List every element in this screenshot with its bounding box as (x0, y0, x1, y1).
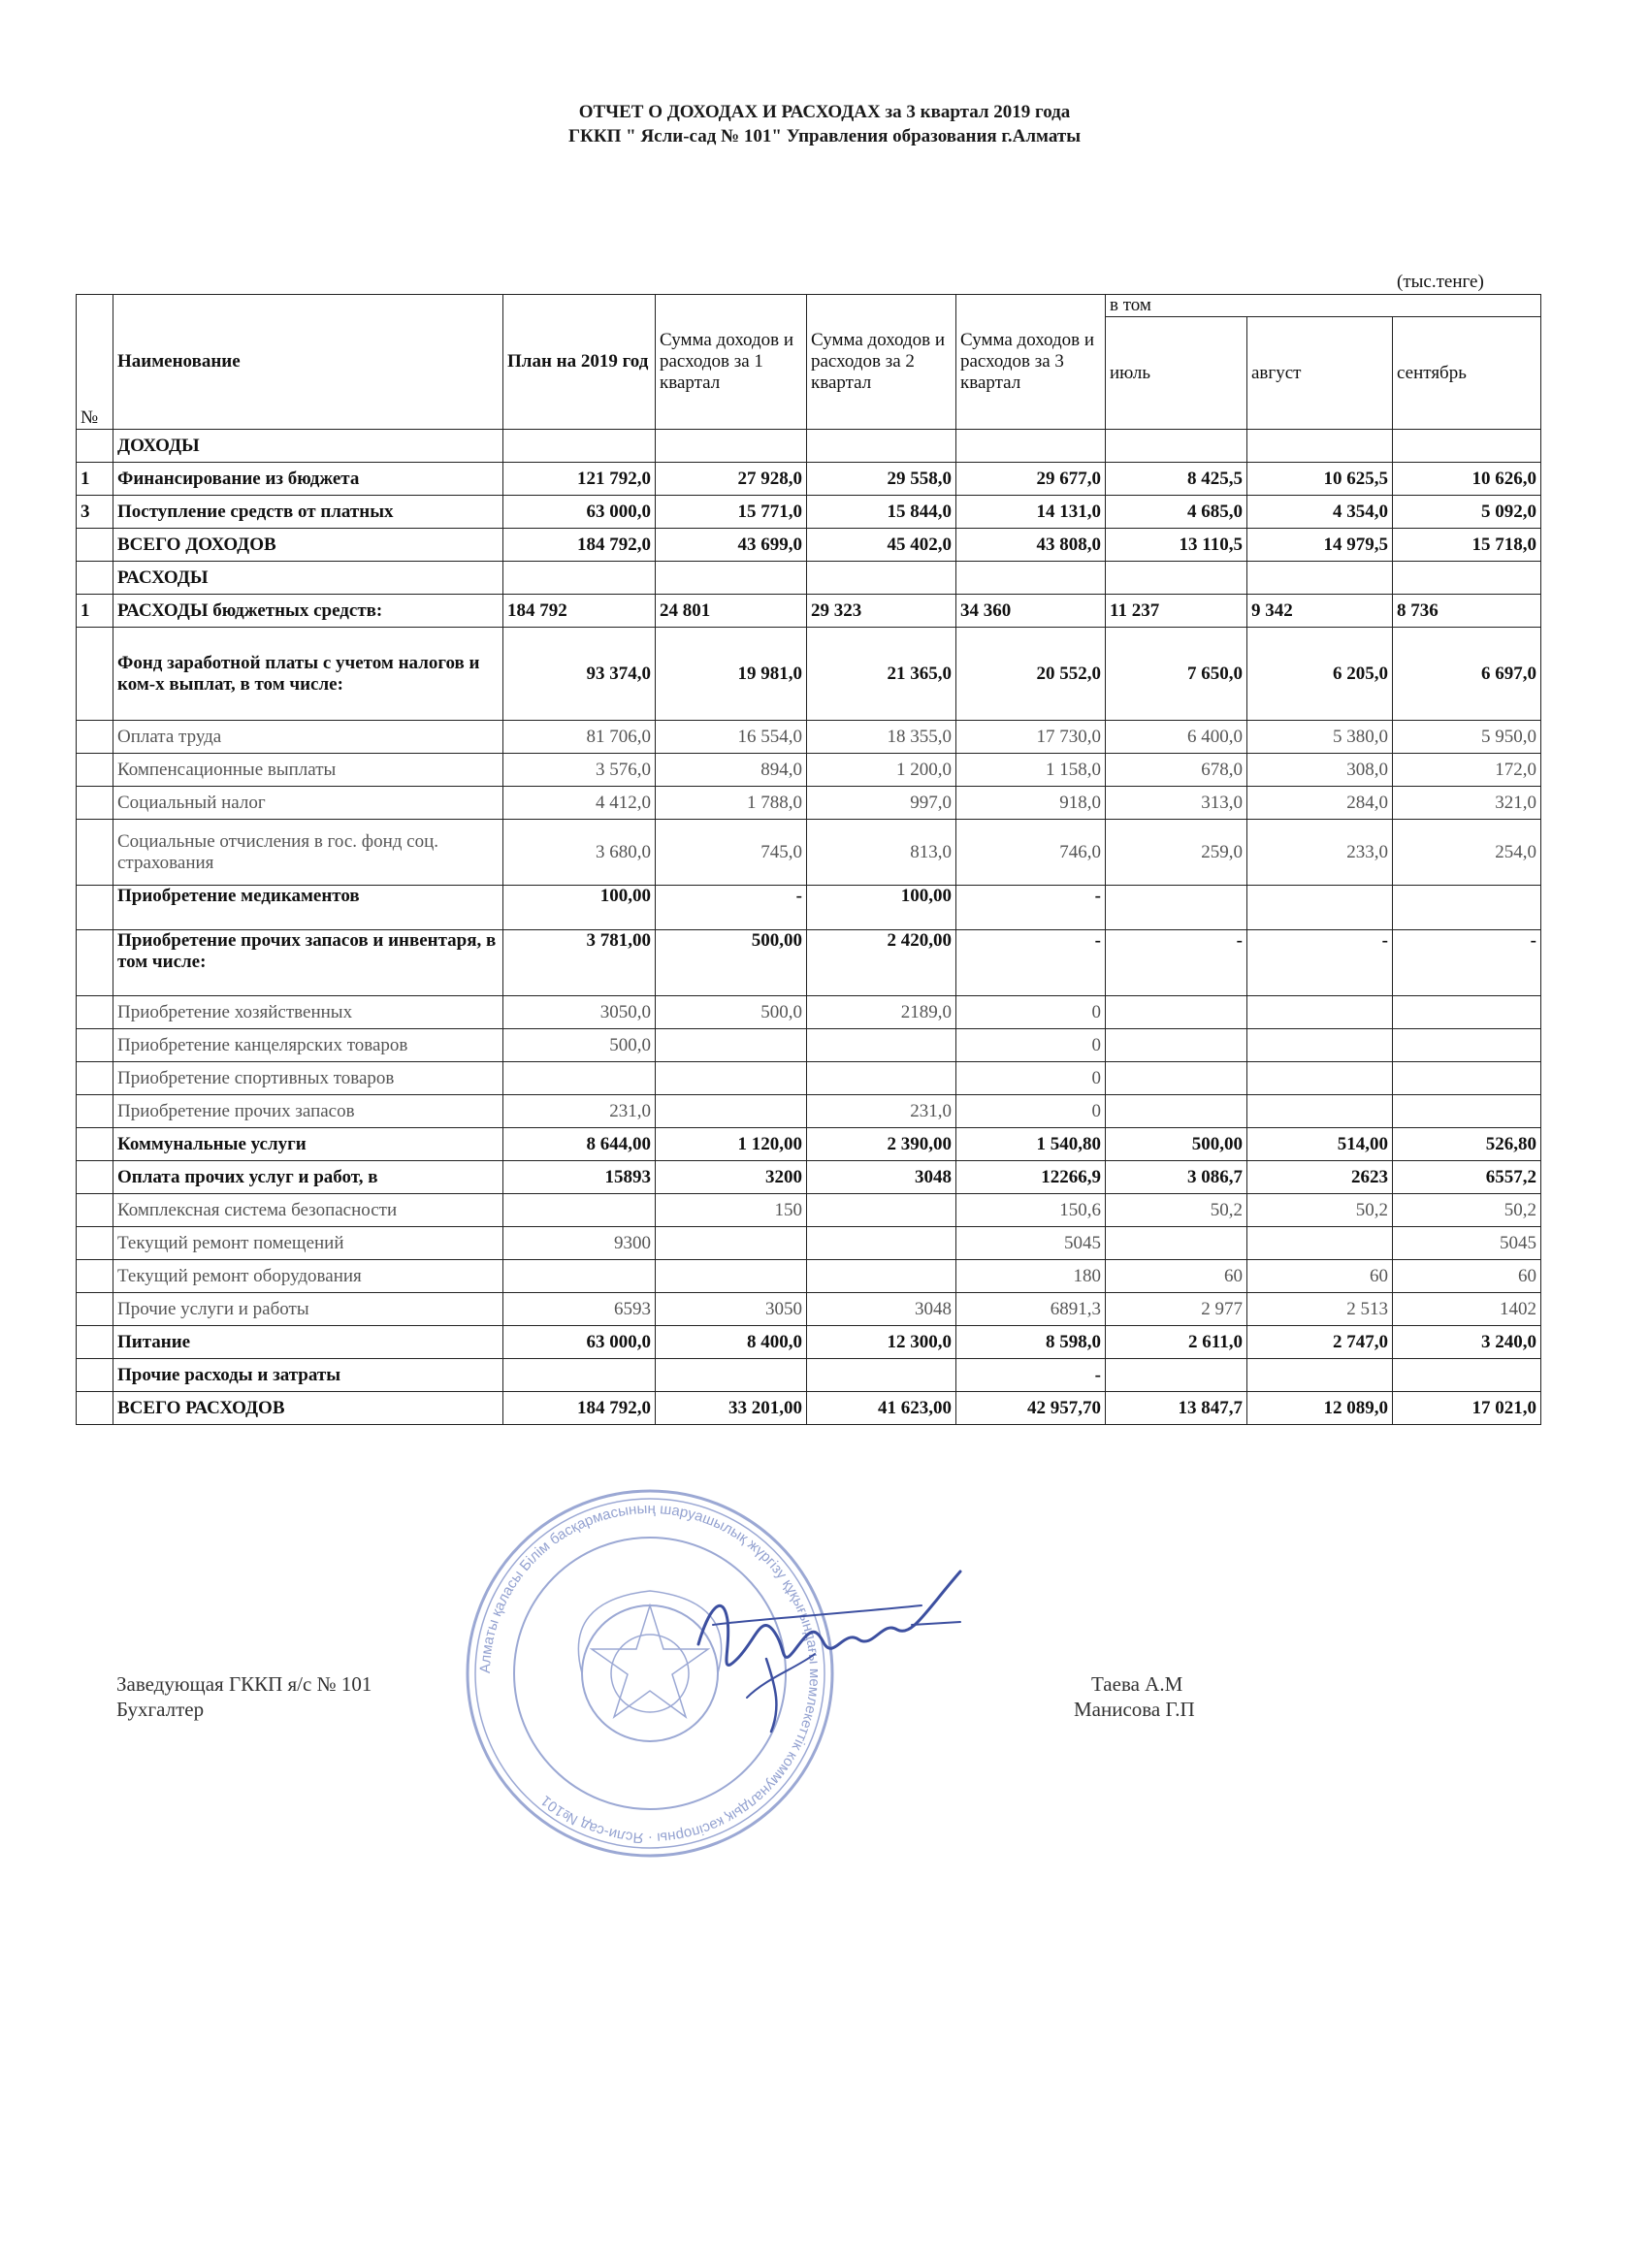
header-row-top (77, 295, 1541, 317)
cell-q1: 745,0 (656, 820, 807, 886)
cell-sep: 6 697,0 (1393, 628, 1541, 721)
cell-q3: - (956, 1359, 1106, 1392)
cell-plan (503, 1359, 656, 1392)
table-row (77, 1095, 1541, 1128)
cell-name: ВСЕГО РАСХОДОВ (113, 1392, 503, 1425)
cell-q2 (807, 562, 956, 595)
cell-q3: 20 552,0 (956, 628, 1106, 721)
cell-jul: 3 086,7 (1106, 1161, 1247, 1194)
cell-sep: 8 736 (1393, 595, 1541, 628)
signatory-name-director: Таева А.М (1091, 1672, 1183, 1696)
cell-num (77, 1227, 113, 1260)
cell-name: Фонд заработной платы с учетом налогов и ком-х выплат, в том числе: (113, 628, 503, 721)
cell-sep: 60 (1393, 1260, 1541, 1293)
cell-name: Приобретение прочих запасов (113, 1095, 503, 1128)
cell-jul (1106, 430, 1247, 463)
cell-sep: 321,0 (1393, 787, 1541, 820)
cell-sep (1393, 886, 1541, 930)
title-line-1: ОТЧЕТ О ДОХОДАХ И РАСХОДАХ за 3 квартал 2019 года (578, 102, 1071, 122)
table-row (77, 1326, 1541, 1359)
cell-num (77, 1326, 113, 1359)
cell-q2 (807, 1194, 956, 1227)
cell-sep: 3 240,0 (1393, 1326, 1541, 1359)
units-label: (тыс.тенге) (1397, 272, 1484, 292)
cell-num (77, 1392, 113, 1425)
cell-name: Приобретение канцелярских товаров (113, 1029, 503, 1062)
cell-num (77, 1194, 113, 1227)
cell-aug: 6 205,0 (1247, 628, 1393, 721)
cell-jul: 11 237 (1106, 595, 1247, 628)
cell-jul: 6 400,0 (1106, 721, 1247, 754)
table-row (77, 930, 1541, 996)
cell-q3: 14 131,0 (956, 496, 1106, 529)
cell-name: РАСХОДЫ бюджетных средств: (113, 595, 503, 628)
cell-q2: 15 844,0 (807, 496, 956, 529)
cell-num (77, 754, 113, 787)
cell-jul (1106, 1062, 1247, 1095)
cell-q3 (956, 430, 1106, 463)
cell-num (77, 1293, 113, 1326)
cell-q2: 3048 (807, 1293, 956, 1326)
cell-name: Приобретение спортивных товаров (113, 1062, 503, 1095)
cell-plan: 184 792 (503, 595, 656, 628)
cell-jul: 500,00 (1106, 1128, 1247, 1161)
table-row (77, 787, 1541, 820)
cell-jul (1106, 562, 1247, 595)
cell-sep (1393, 1029, 1541, 1062)
cell-sep: 6557,2 (1393, 1161, 1541, 1194)
cell-plan: 63 000,0 (503, 496, 656, 529)
cell-plan: 63 000,0 (503, 1326, 656, 1359)
table-row (77, 1260, 1541, 1293)
cell-sep (1393, 562, 1541, 595)
cell-plan: 15893 (503, 1161, 656, 1194)
cell-name: Питание (113, 1326, 503, 1359)
cell-q1: 500,00 (656, 930, 807, 996)
col-header-plan: План на 2019 год (503, 295, 656, 430)
cell-q2: 29 323 (807, 595, 956, 628)
cell-num (77, 886, 113, 930)
cell-q1 (656, 1227, 807, 1260)
cell-aug (1247, 1227, 1393, 1260)
cell-q3: 918,0 (956, 787, 1106, 820)
cell-plan: 184 792,0 (503, 529, 656, 562)
cell-aug (1247, 1359, 1393, 1392)
cell-name: Оплата прочих услуг и работ, в (113, 1161, 503, 1194)
cell-q1: 19 981,0 (656, 628, 807, 721)
cell-sep: 5 092,0 (1393, 496, 1541, 529)
cell-aug: 9 342 (1247, 595, 1393, 628)
cell-q2: 997,0 (807, 787, 956, 820)
table-row (77, 1392, 1541, 1425)
cell-name: Текущий ремонт оборудования (113, 1260, 503, 1293)
cell-sep: 526,80 (1393, 1128, 1541, 1161)
cell-plan (503, 1194, 656, 1227)
cell-sep (1393, 1095, 1541, 1128)
cell-aug: 14 979,5 (1247, 529, 1393, 562)
table-row (77, 1161, 1541, 1194)
cell-name: Приобретение хозяйственных (113, 996, 503, 1029)
table-row (77, 430, 1541, 463)
cell-name: Коммунальные услуги (113, 1128, 503, 1161)
cell-aug (1247, 562, 1393, 595)
cell-q3: 1 158,0 (956, 754, 1106, 787)
cell-plan: 100,00 (503, 886, 656, 930)
table-row (77, 721, 1541, 754)
cell-aug: 4 354,0 (1247, 496, 1393, 529)
cell-name: Финансирование из бюджета (113, 463, 503, 496)
cell-q1 (656, 1062, 807, 1095)
cell-q1: 24 801 (656, 595, 807, 628)
col-header-q2: Сумма доходов и расходов за 2 квартал (807, 295, 956, 430)
cell-name: ВСЕГО ДОХОДОВ (113, 529, 503, 562)
cell-q1: 8 400,0 (656, 1326, 807, 1359)
cell-q2: 100,00 (807, 886, 956, 930)
cell-name: Оплата труда (113, 721, 503, 754)
cell-aug: 10 625,5 (1247, 463, 1393, 496)
cell-q2: 18 355,0 (807, 721, 956, 754)
cell-q2 (807, 1359, 956, 1392)
cell-q1: 3200 (656, 1161, 807, 1194)
col-header-num: № (77, 295, 113, 430)
cell-name: Поступление средств от платных (113, 496, 503, 529)
cell-num (77, 628, 113, 721)
cell-aug: 2623 (1247, 1161, 1393, 1194)
cell-plan: 121 792,0 (503, 463, 656, 496)
signatory-title-director: Заведующая ГККП я/с № 101 (116, 1672, 372, 1696)
cell-plan: 9300 (503, 1227, 656, 1260)
cell-q2: 813,0 (807, 820, 956, 886)
cell-num (77, 1260, 113, 1293)
cell-q1: 500,0 (656, 996, 807, 1029)
table-row (77, 496, 1541, 529)
cell-plan: 81 706,0 (503, 721, 656, 754)
cell-num (77, 1128, 113, 1161)
cell-num: 1 (77, 463, 113, 496)
cell-plan: 500,0 (503, 1029, 656, 1062)
title-line-2: ГККП " Ясли-сад № 101" Управления образования г.Алматы (567, 126, 1082, 146)
cell-q1 (656, 1095, 807, 1128)
cell-sep: 50,2 (1393, 1194, 1541, 1227)
cell-q1 (656, 1359, 807, 1392)
cell-q3: 5045 (956, 1227, 1106, 1260)
cell-q1 (656, 1029, 807, 1062)
table-row (77, 1293, 1541, 1326)
cell-name: Комплексная система безопасности (113, 1194, 503, 1227)
cell-num (77, 721, 113, 754)
cell-jul: 2 977 (1106, 1293, 1247, 1326)
cell-aug: 50,2 (1247, 1194, 1393, 1227)
cell-num (77, 787, 113, 820)
cell-jul: 2 611,0 (1106, 1326, 1247, 1359)
cell-q3: 0 (956, 1029, 1106, 1062)
cell-plan: 3 680,0 (503, 820, 656, 886)
cell-name: Приобретение прочих запасов и инвентаря, в том числе: (113, 930, 503, 996)
cell-q1 (656, 430, 807, 463)
cell-q3: 8 598,0 (956, 1326, 1106, 1359)
cell-jul (1106, 1029, 1247, 1062)
cell-q1: 16 554,0 (656, 721, 807, 754)
cell-aug (1247, 1095, 1393, 1128)
cell-q2: 3048 (807, 1161, 956, 1194)
cell-jul: 678,0 (1106, 754, 1247, 787)
handwritten-signature (669, 1552, 980, 1736)
table-row (77, 886, 1541, 930)
cell-sep: 172,0 (1393, 754, 1541, 787)
table-row (77, 463, 1541, 496)
cell-plan (503, 1260, 656, 1293)
cell-q3: - (956, 930, 1106, 996)
cell-q3: 6891,3 (956, 1293, 1106, 1326)
cell-q3: 12266,9 (956, 1161, 1106, 1194)
cell-q1 (656, 1260, 807, 1293)
report-body (77, 430, 1541, 1425)
cell-name: Прочие услуги и работы (113, 1293, 503, 1326)
cell-name: РАСХОДЫ (113, 562, 503, 595)
cell-aug: 60 (1247, 1260, 1393, 1293)
cell-name: Социальные отчисления в гос. фонд соц. страхования (113, 820, 503, 886)
cell-num: 1 (77, 595, 113, 628)
cell-q2: 29 558,0 (807, 463, 956, 496)
cell-jul: 8 425,5 (1106, 463, 1247, 496)
cell-jul (1106, 886, 1247, 930)
cell-sep (1393, 1062, 1541, 1095)
cell-plan (503, 1062, 656, 1095)
cell-jul (1106, 996, 1247, 1029)
col-header-sep: сентябрь (1393, 317, 1541, 430)
cell-sep: 1402 (1393, 1293, 1541, 1326)
cell-q3: 0 (956, 1095, 1106, 1128)
cell-q2: 2 420,00 (807, 930, 956, 996)
table-row (77, 1128, 1541, 1161)
cell-q1: 1 788,0 (656, 787, 807, 820)
cell-q2: 41 623,00 (807, 1392, 956, 1425)
cell-num (77, 930, 113, 996)
cell-num (77, 1062, 113, 1095)
cell-plan: 3 576,0 (503, 754, 656, 787)
cell-q1 (656, 562, 807, 595)
cell-q2: 2189,0 (807, 996, 956, 1029)
cell-jul: 7 650,0 (1106, 628, 1247, 721)
col-header-name: Наименование (113, 295, 503, 430)
report-table (76, 294, 1541, 1425)
cell-q3: 1 540,80 (956, 1128, 1106, 1161)
cell-jul (1106, 1095, 1247, 1128)
cell-name: Текущий ремонт помещений (113, 1227, 503, 1260)
cell-plan: 8 644,00 (503, 1128, 656, 1161)
cell-q3 (956, 562, 1106, 595)
cell-num (77, 562, 113, 595)
cell-aug (1247, 1029, 1393, 1062)
table-row (77, 1194, 1541, 1227)
cell-jul: 50,2 (1106, 1194, 1247, 1227)
cell-jul: 13 847,7 (1106, 1392, 1247, 1425)
cell-num: 3 (77, 496, 113, 529)
table-row (77, 996, 1541, 1029)
table-row (77, 1227, 1541, 1260)
cell-sep: 15 718,0 (1393, 529, 1541, 562)
cell-plan (503, 562, 656, 595)
table-row (77, 820, 1541, 886)
cell-jul: 4 685,0 (1106, 496, 1247, 529)
cell-q3: 0 (956, 1062, 1106, 1095)
cell-num (77, 1029, 113, 1062)
cell-name: ДОХОДЫ (113, 430, 503, 463)
cell-q3: 29 677,0 (956, 463, 1106, 496)
cell-q2 (807, 1260, 956, 1293)
cell-jul: 60 (1106, 1260, 1247, 1293)
cell-num (77, 820, 113, 886)
cell-plan: 93 374,0 (503, 628, 656, 721)
cell-aug (1247, 886, 1393, 930)
cell-name: Социальный налог (113, 787, 503, 820)
table-row (77, 1029, 1541, 1062)
col-header-q1: Сумма доходов и расходов за 1 квартал (656, 295, 807, 430)
cell-q3: 746,0 (956, 820, 1106, 886)
cell-q2 (807, 1062, 956, 1095)
table-row (77, 1359, 1541, 1392)
cell-q2: 1 200,0 (807, 754, 956, 787)
cell-plan: 6593 (503, 1293, 656, 1326)
cell-jul (1106, 1227, 1247, 1260)
col-header-aug: август (1247, 317, 1393, 430)
stamp-ring-text: Алматы қаласы Білім басқармасының шаруашылық жүргізу құқығындағы мемлекеттік коммуналдық кәсіпорны · Ясли-сад №101 (476, 1500, 824, 1847)
cell-jul: 313,0 (1106, 787, 1247, 820)
cell-aug: 308,0 (1247, 754, 1393, 787)
cell-q3: 150,6 (956, 1194, 1106, 1227)
cell-aug: 5 380,0 (1247, 721, 1393, 754)
table-row (77, 1062, 1541, 1095)
cell-aug: 12 089,0 (1247, 1392, 1393, 1425)
cell-q1: 1 120,00 (656, 1128, 807, 1161)
cell-plan: 3050,0 (503, 996, 656, 1029)
cell-q2 (807, 1029, 956, 1062)
cell-q2: 45 402,0 (807, 529, 956, 562)
cell-plan (503, 430, 656, 463)
cell-q3: 43 808,0 (956, 529, 1106, 562)
cell-plan: 4 412,0 (503, 787, 656, 820)
cell-q3: 180 (956, 1260, 1106, 1293)
cell-num (77, 1359, 113, 1392)
cell-q1: 15 771,0 (656, 496, 807, 529)
cell-q2: 21 365,0 (807, 628, 956, 721)
cell-aug: 2 747,0 (1247, 1326, 1393, 1359)
cell-num (77, 996, 113, 1029)
cell-num (77, 430, 113, 463)
cell-q1: 27 928,0 (656, 463, 807, 496)
table-row (77, 754, 1541, 787)
cell-plan: 3 781,00 (503, 930, 656, 996)
cell-aug (1247, 1062, 1393, 1095)
cell-name: Приобретение медикаментов (113, 886, 503, 930)
cell-aug: 2 513 (1247, 1293, 1393, 1326)
cell-name: Компенсационные выплаты (113, 754, 503, 787)
cell-q1: - (656, 886, 807, 930)
table-row (77, 595, 1541, 628)
signatory-title-accountant: Бухгалтер (116, 1698, 205, 1721)
table-row (77, 529, 1541, 562)
cell-aug: 514,00 (1247, 1128, 1393, 1161)
cell-sep: 17 021,0 (1393, 1392, 1541, 1425)
cell-q2 (807, 430, 956, 463)
cell-aug: 284,0 (1247, 787, 1393, 820)
cell-q3: 0 (956, 996, 1106, 1029)
cell-q3: 42 957,70 (956, 1392, 1106, 1425)
cell-q1: 894,0 (656, 754, 807, 787)
cell-jul: 259,0 (1106, 820, 1247, 886)
cell-aug (1247, 996, 1393, 1029)
cell-q2: 2 390,00 (807, 1128, 956, 1161)
cell-q3: - (956, 886, 1106, 930)
cell-sep: 5 950,0 (1393, 721, 1541, 754)
cell-num (77, 529, 113, 562)
cell-q3: 17 730,0 (956, 721, 1106, 754)
cell-q3: 34 360 (956, 595, 1106, 628)
col-header-jul: июль (1106, 317, 1247, 430)
table-row (77, 628, 1541, 721)
cell-sep: 10 626,0 (1393, 463, 1541, 496)
cell-aug: 233,0 (1247, 820, 1393, 886)
cell-q1: 43 699,0 (656, 529, 807, 562)
cell-plan: 231,0 (503, 1095, 656, 1128)
cell-q2: 12 300,0 (807, 1326, 956, 1359)
cell-sep (1393, 1359, 1541, 1392)
cell-aug: - (1247, 930, 1393, 996)
table-row (77, 562, 1541, 595)
cell-sep (1393, 430, 1541, 463)
cell-num (77, 1161, 113, 1194)
cell-jul: 13 110,5 (1106, 529, 1247, 562)
cell-q1: 3050 (656, 1293, 807, 1326)
cell-num (77, 1095, 113, 1128)
cell-jul: - (1106, 930, 1247, 996)
cell-sep: 5045 (1393, 1227, 1541, 1260)
cell-q1: 33 201,00 (656, 1392, 807, 1425)
cell-sep: 254,0 (1393, 820, 1541, 886)
cell-q1: 150 (656, 1194, 807, 1227)
col-header-q3: Сумма доходов и расходов за 3 квартал (956, 295, 1106, 430)
cell-q2: 231,0 (807, 1095, 956, 1128)
signatory-name-accountant: Манисова Г.П (1074, 1698, 1195, 1721)
cell-aug (1247, 430, 1393, 463)
cell-plan: 184 792,0 (503, 1392, 656, 1425)
col-header-group: в том (1106, 295, 1541, 317)
cell-sep: - (1393, 930, 1541, 996)
cell-q2 (807, 1227, 956, 1260)
cell-sep (1393, 996, 1541, 1029)
cell-name: Прочие расходы и затраты (113, 1359, 503, 1392)
cell-jul (1106, 1359, 1247, 1392)
